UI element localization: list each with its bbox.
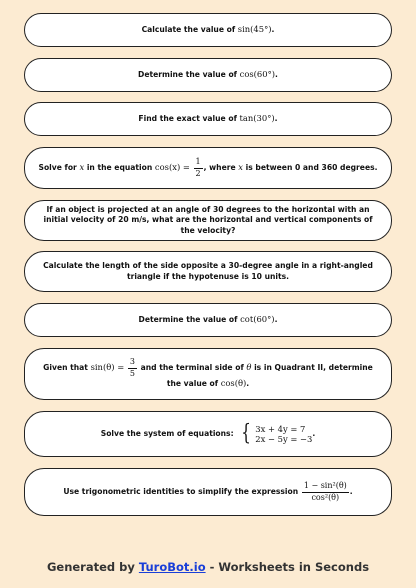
question-card-5 — [24, 200, 392, 241]
question-text-8: Given that sin(θ) = $\frac{3}{5}$ and the terminal side of θ is in Quadrant II, determine the value of cos(θ). — [43, 357, 373, 389]
question-text-10: Use trigonometric identities to simplify the expression $\frac{\text{1 − sin²(θ)}}{\text{cos²(θ)}}$ . — [63, 481, 353, 502]
question-card-1 — [24, 13, 392, 47]
fraction: $\frac{3}{5}$ — [129, 357, 135, 378]
question-text-9: Solve the system of equations: { 3x + 4y = 7 2x − 5y = −3 . — [100, 421, 316, 446]
footer-suffix: - Worksheets in Seconds — [205, 560, 370, 574]
fraction: $\frac{1}{2}$ — [195, 157, 201, 178]
question-text-2: Determine the value of cos(60°). — [138, 69, 278, 80]
question-card-7 — [24, 303, 392, 337]
question-card-9 — [24, 411, 392, 457]
question-text-6: Calculate the length of the side opposite a 30-degree angle in a right-angled triangle if the hypotenuse is 10 units. — [43, 261, 373, 281]
footer-prefix: Generated by — [46, 560, 139, 574]
question-text-3: Find the exact value of tan(30°). — [138, 113, 278, 124]
question-card-10 — [24, 468, 392, 516]
question-text-5: If an object is projected at an angle of 30 degrees to the horizontal with an initial velocity of 20 m/s, what are the horizontal and vertical components of the velocity? — [43, 205, 373, 235]
question-card-8 — [24, 348, 392, 400]
turobot-link[interactable]: TuroBot.io — [138, 560, 206, 574]
question-text-4: Solve for x in the equation cos(x) = $\frac{1}{2}$ , where x is between 0 and 360 degrees. — [38, 157, 378, 178]
fraction: $\frac{\text{1 − sin²(θ)}}{\text{cos²(θ)}}$ — [303, 481, 347, 502]
question-card-4 — [24, 147, 392, 189]
footer — [0, 560, 416, 574]
question-card-2 — [24, 58, 392, 92]
equation-system: { 3x + 4y = 7 2x − 5y = −3 — [241, 421, 313, 446]
question-text-1: Calculate the value of sin(45°). — [141, 24, 275, 35]
question-card-3 — [24, 102, 392, 136]
question-card-6 — [24, 251, 392, 292]
brace-glyph: { — [241, 421, 252, 446]
question-text-7: Determine the value of cot(60°). — [138, 314, 278, 325]
